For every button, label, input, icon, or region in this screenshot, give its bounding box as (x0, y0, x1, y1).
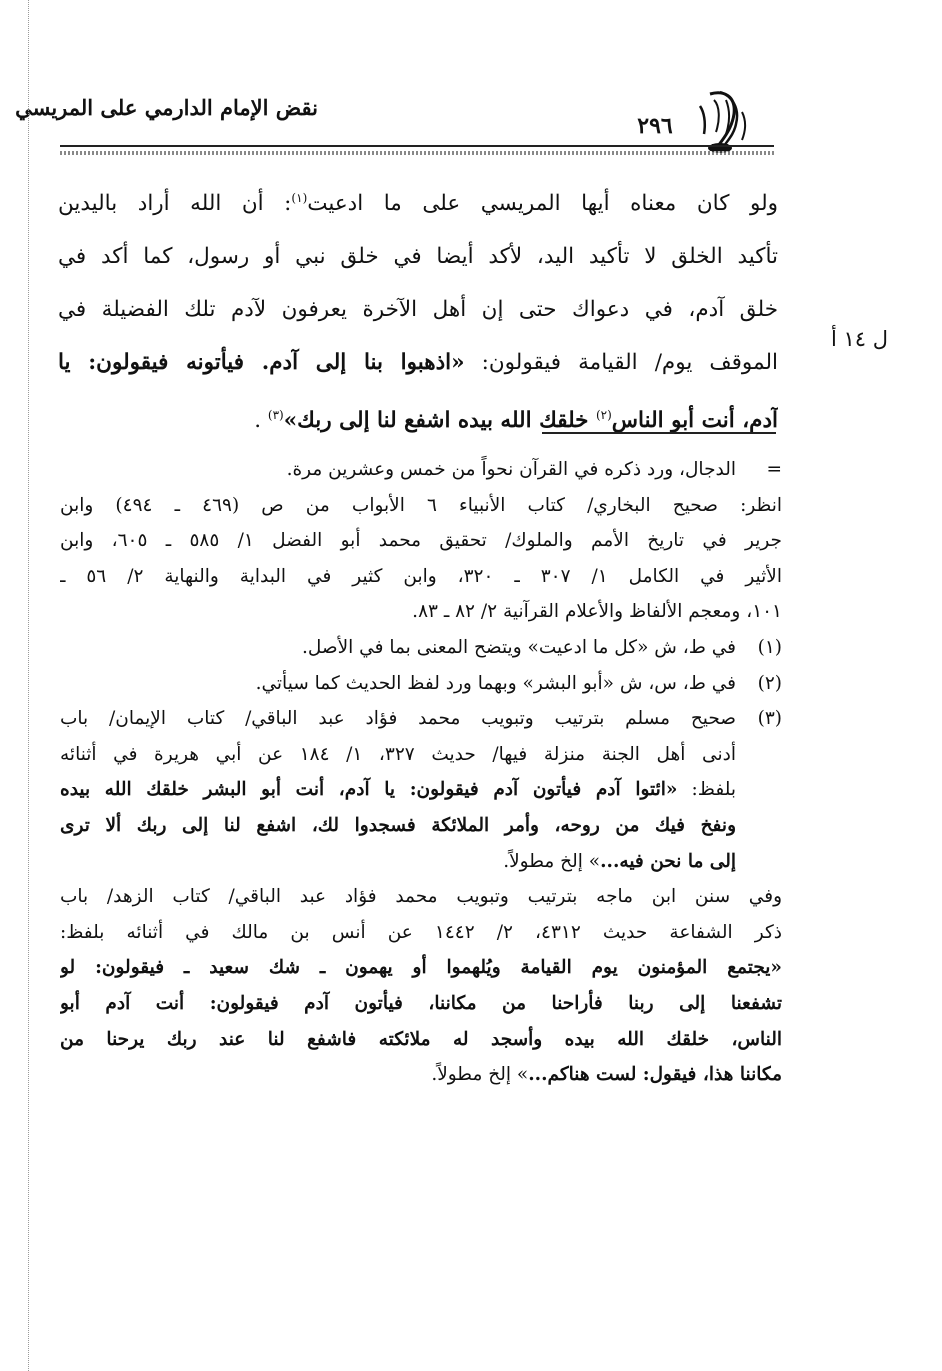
footnote-line (60, 594, 782, 630)
footnote-line (60, 1022, 782, 1058)
main-text-line (58, 172, 778, 230)
footnote-marker: (٢) (757, 672, 782, 694)
text-run: ولو كان معناه أيها المريسي على ما ادعيت (307, 191, 778, 217)
footnote-separator (542, 432, 776, 434)
main-text-line (58, 336, 778, 389)
text-run: ونفخ فيك من روحه، وأمر الملائكة فسجدوا لك، اشفع لنا إلى ربك ألا ترى (60, 814, 736, 836)
footnote-marker: = (766, 459, 782, 480)
footnote-line (60, 986, 782, 1022)
text-run: «ائتوا آدم فيأتون آدم فيقولون: يا آدم، أنت أبو البشر خلقك الله بيده (60, 779, 678, 801)
text-run: جرير في تاريخ الأمم والملوك/ تحقيق محمد أبو الفضل ١/ ٥٨٥ ـ ٦٠٥، وابن (60, 530, 782, 552)
text-run: خلق آدم، في دعواك حتى إن أهل الآخرة يعرفون لآدم تلك الفضيلة في (58, 297, 778, 323)
footnote-reference: (٢) (595, 408, 612, 423)
header-rule (60, 145, 774, 147)
footnote-line (60, 630, 782, 666)
text-run: الدجال، ورد ذكره في القرآن نحواً من خمس وعشرين مرة. (286, 459, 736, 480)
text-run: صحيح مسلم بترتيب وتبويب محمد فؤاد عبد الباقي/ كتاب الإيمان/ باب (60, 708, 736, 730)
text-run: . (254, 408, 268, 434)
footnote-line (60, 452, 782, 488)
footnote-line (60, 737, 782, 773)
text-run: «يجتمع المؤمنون يوم القيامة ويُلهموا أو يهمون ـ شك سعيد ـ فيقولون: لو (60, 957, 782, 979)
main-text (58, 172, 778, 447)
main-text-line (58, 230, 778, 283)
text-run: في ط، س، ش «أبو البشر» وبهما ورد لفظ الحديث كما سيأتي. (255, 672, 736, 694)
text-run: ذكر الشفاعة حديث ٤٣١٢، ٢/ ١٤٤٢ عن أنس بن مالك في أثنائه بلفظ: (60, 921, 782, 943)
text-run: وفي سنن ابن ماجه بترتيب وتبويب محمد فؤاد عبد الباقي/ كتاب الزهد/ باب (60, 886, 782, 908)
footnote-reference: (١) (291, 191, 308, 205)
text-run: تأكيد الخلق لا تأكيد اليد، لأكد أيضا في خلق نبي أو رسول، كما أكد في (58, 244, 778, 270)
scan-edge-dots (28, 0, 29, 1371)
text-run: بلفظ: (677, 779, 736, 801)
main-text-line (58, 389, 778, 447)
footnote-line (60, 879, 782, 915)
footnote-marker: (٣) (757, 708, 782, 730)
footnote-marker: (١) (757, 636, 782, 658)
footnote-line (60, 808, 782, 844)
manuscript-folio-note: ل ١٤ أ (830, 327, 888, 351)
text-run: ١٠١، ومعجم الألفاظ والأعلام القرآنية ٢/ ٨٢ ـ ٨٣. (412, 601, 782, 623)
text-run: الموقف يوم/ القيامة فيقولون: (464, 350, 778, 376)
footnote-line (60, 488, 782, 524)
footnote-line (60, 772, 782, 808)
page-number: ٢٩٦ (637, 113, 673, 139)
text-run: » إلخ مطولاً. (431, 1064, 529, 1086)
text-run: في ط، ش «كل ما ادعيت» ويتضح المعنى بما في الأصل. (302, 636, 736, 658)
text-run: مكاننا هذا، فيقول: لست هناكم... (528, 1064, 782, 1086)
footnote-line (60, 701, 782, 737)
text-run: الناس، خلقك الله بيده وأسجد له ملائكته فاشفع لنا عند ربك يرحنا من (60, 1028, 782, 1050)
footnote-line (60, 666, 782, 702)
text-run: إلى ما نحن فيه... (600, 850, 736, 872)
text-run: : أن الله أراد باليدين (58, 191, 292, 217)
main-text-line (58, 283, 778, 336)
text-run: » إلخ مطولاً. (503, 850, 601, 872)
footnote-line (60, 1057, 782, 1093)
footnote-line (60, 559, 782, 595)
quill-inkwell-icon (690, 86, 756, 158)
footnote-line (60, 915, 782, 951)
footnotes (60, 452, 782, 1093)
text-run: انظر: صحيح البخاري/ كتاب الأنبياء ٦ الأبواب من ص (٤٦٩ ـ ٤٩٤) وابن (60, 494, 782, 516)
footnote-line (60, 844, 782, 880)
text-run: «اذهبوا بنا إلى آدم. فيأتونه فيقولون: يا (58, 350, 465, 376)
text-run: تشفعنا إلى ربنا فأراحنا من مكاننا، فيأتون آدم فيقولون: أنت آدم أبو (60, 992, 782, 1014)
header-dotted-rule (60, 151, 774, 155)
footnote-line (60, 950, 782, 986)
text-run: آدم، أنت أبو الناس (611, 408, 778, 434)
footnote-reference: (٣) (267, 408, 284, 423)
text-run: أدنى أهل الجنة منزلة فيها/ حديث ٣٢٧، ١/ ١٨٤ عن أبي هريرة في أثنائه (60, 743, 736, 765)
text-run: الأثير في الكامل ١/ ٣٠٧ ـ ٣٢٠، وابن كثير في البداية والنهاية ٢/ ٥٦ ـ (60, 565, 782, 587)
running-header-title: نقض الإمام الدارمي على المريسي (15, 95, 318, 120)
text-run: خلقك الله بيده اشفع لنا إلى ربك» (283, 408, 596, 434)
footnote-line (60, 523, 782, 559)
